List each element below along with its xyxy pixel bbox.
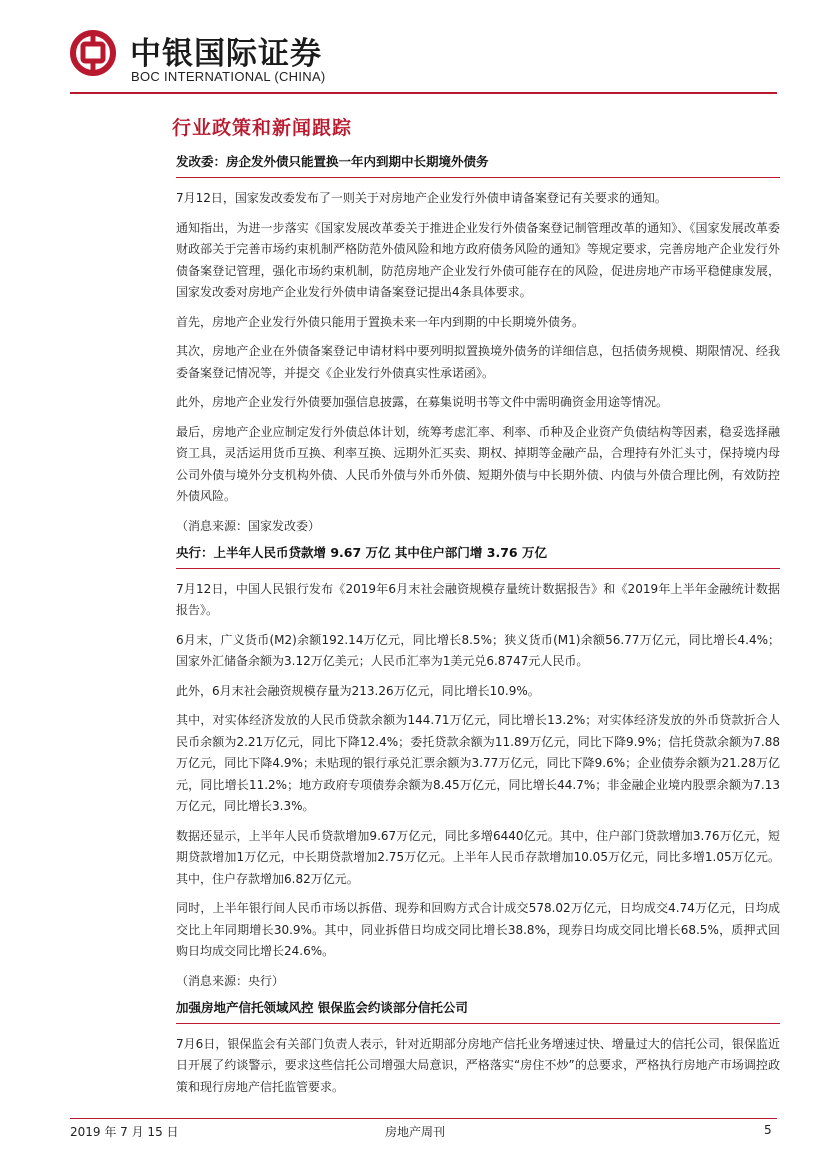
- footer-date: 2019 年 7 月 15 日: [70, 1125, 179, 1139]
- brand-name-cn: 中银国际证券: [130, 36, 322, 72]
- news-paragraph: 7月12日，国家发改委发布了一则关于对房地产企业发行外债申请备案登记有关要求的通知。: [176, 191, 667, 205]
- news-content: [176, 152, 780, 1106]
- footer-divider: [70, 1118, 777, 1119]
- news-paragraph: 此外，6月末社会融资规模存量为213.26万亿元，同比增长10.9%。: [176, 683, 540, 698]
- brand-name-en: BOC INTERNATIONAL (CHINA): [131, 69, 326, 84]
- news-paragraph: 此外，房地产企业发行外债要加强信息披露，在募集说明书等文件中需明确资金用途等情况。: [176, 395, 669, 409]
- page-header: [0, 0, 827, 96]
- news-paragraph: 数据还显示，上半年人民币贷款增加9.67万亿元，同比多增6440亿元。其中，住户部门贷款增加3.76万亿元，短期贷款增加1万亿元，中长期贷款增加2.75万亿元。上半年人民币存款增加10.05万亿元，同比多增1.05万亿元。其中，住户存款增加6.82万亿元。: [176, 828, 780, 886]
- news-title: 央行：上半年人民币贷款增 9.67 万亿 其中住户部门增 3.76 万亿: [176, 544, 547, 560]
- boc-logo-icon: [70, 30, 116, 76]
- news-item-cbirc: [176, 998, 780, 1099]
- news-paragraph: 7月6日，银保监会有关部门负责人表示，针对近期部分房地产信托业务增速过快、增量过大的信托公司，银保监近日开展了约谈警示，要求这些信托公司增强大局意识，严格落实“房住不炒”的总要求，严格执行房地产市场调控政策和现行房地产信托监管要求。: [176, 1036, 780, 1094]
- news-paragraph: 其次，房地产企业在外债备案登记申请材料中要列明拟置换境外债务的详细信息，包括债务规模、期限情况、经我委备案登记情况等，并提交《企业发行外债真实性承诺函》。: [176, 344, 780, 380]
- news-paragraph: 其中，对实体经济发放的人民币贷款余额为144.71万亿元，同比增长13.2%；对实体经济发放的外币贷款折合人民币余额为2.21万亿元，同比下降12.4%；委托贷款余额为11.89万亿元，同比下降9.9%；信托贷款余额为7.88万亿元，同比下降4.9%；未贴现的银行承兑汇票余额为3.77万亿元，同比下降9.6%；企业债券余额为21.28万亿元，同比增长11.2%；地方政府专项债券余额为8.45万亿元，同比增长44.7%；非金融企业境内股票余额为7.13万亿元，同比增长3.3%。: [176, 713, 780, 813]
- news-source: （消息来源：国家发改委）: [176, 518, 321, 533]
- news-paragraph: 首先，房地产企业发行外债只能用于置换未来一年内到期的中长期境外债务。: [176, 314, 585, 329]
- news-item-ndrc: [176, 152, 780, 537]
- news-title: 加强房地产信托领域风控 银保监会约谈部分信托公司: [176, 999, 468, 1015]
- news-source: （消息来源：央行）: [176, 973, 285, 988]
- footer-publication: 房地产周刊: [385, 1125, 446, 1139]
- news-title: 发改委：房企发外债只能置换一年内到期中长期境外债务: [176, 154, 489, 169]
- news-paragraph: 同时，上半年银行间人民币市场以拆借、现券和回购方式合计成交578.02万亿元，日均成交4.74万亿元，日均成交比上年同期增长30.9%。其中，同业拆借日均成交同比增长38.8%，现券日均成交同比增长68.5%，质押式回购日均成交同比增长24.6%。: [176, 901, 780, 958]
- news-paragraph: 7月12日，中国人民银行发布《2019年6月末社会融资规模存量统计数据报告》和《2019年上半年金融统计数据报告》。: [176, 581, 780, 617]
- news-title-divider: [176, 568, 780, 569]
- news-paragraph: 通知指出，为进一步落实《国家发展改革委关于推进企业发行外债备案登记制管理改革的通知》、《国家发展改革委财政部关于完善市场约束机制严格防范外债风险和地方政府债务风险的通知》等规定要求，完善房地产企业发行外债备案登记管理，强化市场约束机制，防范房地产企业发行外债可能存在的风险，促进房地产市场平稳健康发展，国家发改委对房地产企业发行外债申请备案登记提出4条具体要求。: [176, 220, 780, 299]
- section-title: 行业政策和新闻跟踪: [172, 117, 353, 139]
- news-paragraph: 最后，房地产企业应制定发行外债总体计划，统筹考虑汇率、利率、币种及企业资产负债结构等因素，稳妥选择融资工具，灵活运用货币互换、利率互换、远期外汇买卖、期权、掉期等金融产品，合理持有外汇头寸，保持境内母公司外债与境外分支机构外债、人民币外债与外币外债、短期外债与中长期外债、内债与外债合理比例，有效防控外债风险。: [176, 424, 780, 503]
- news-title-divider: [176, 1023, 780, 1024]
- news-item-pboc: [176, 543, 780, 992]
- page-number: 5: [764, 1123, 772, 1137]
- header-divider: [70, 92, 777, 94]
- news-paragraph: 6月末，广义货币(M2)余额192.14万亿元，同比增长8.5%；狭义货币(M1)余额56.77万亿元，同比增长4.4%；国家外汇储备余额为3.12万亿美元；人民币汇率为1美元兑6.8747元人民币。: [176, 632, 780, 668]
- news-title-divider: [176, 177, 780, 178]
